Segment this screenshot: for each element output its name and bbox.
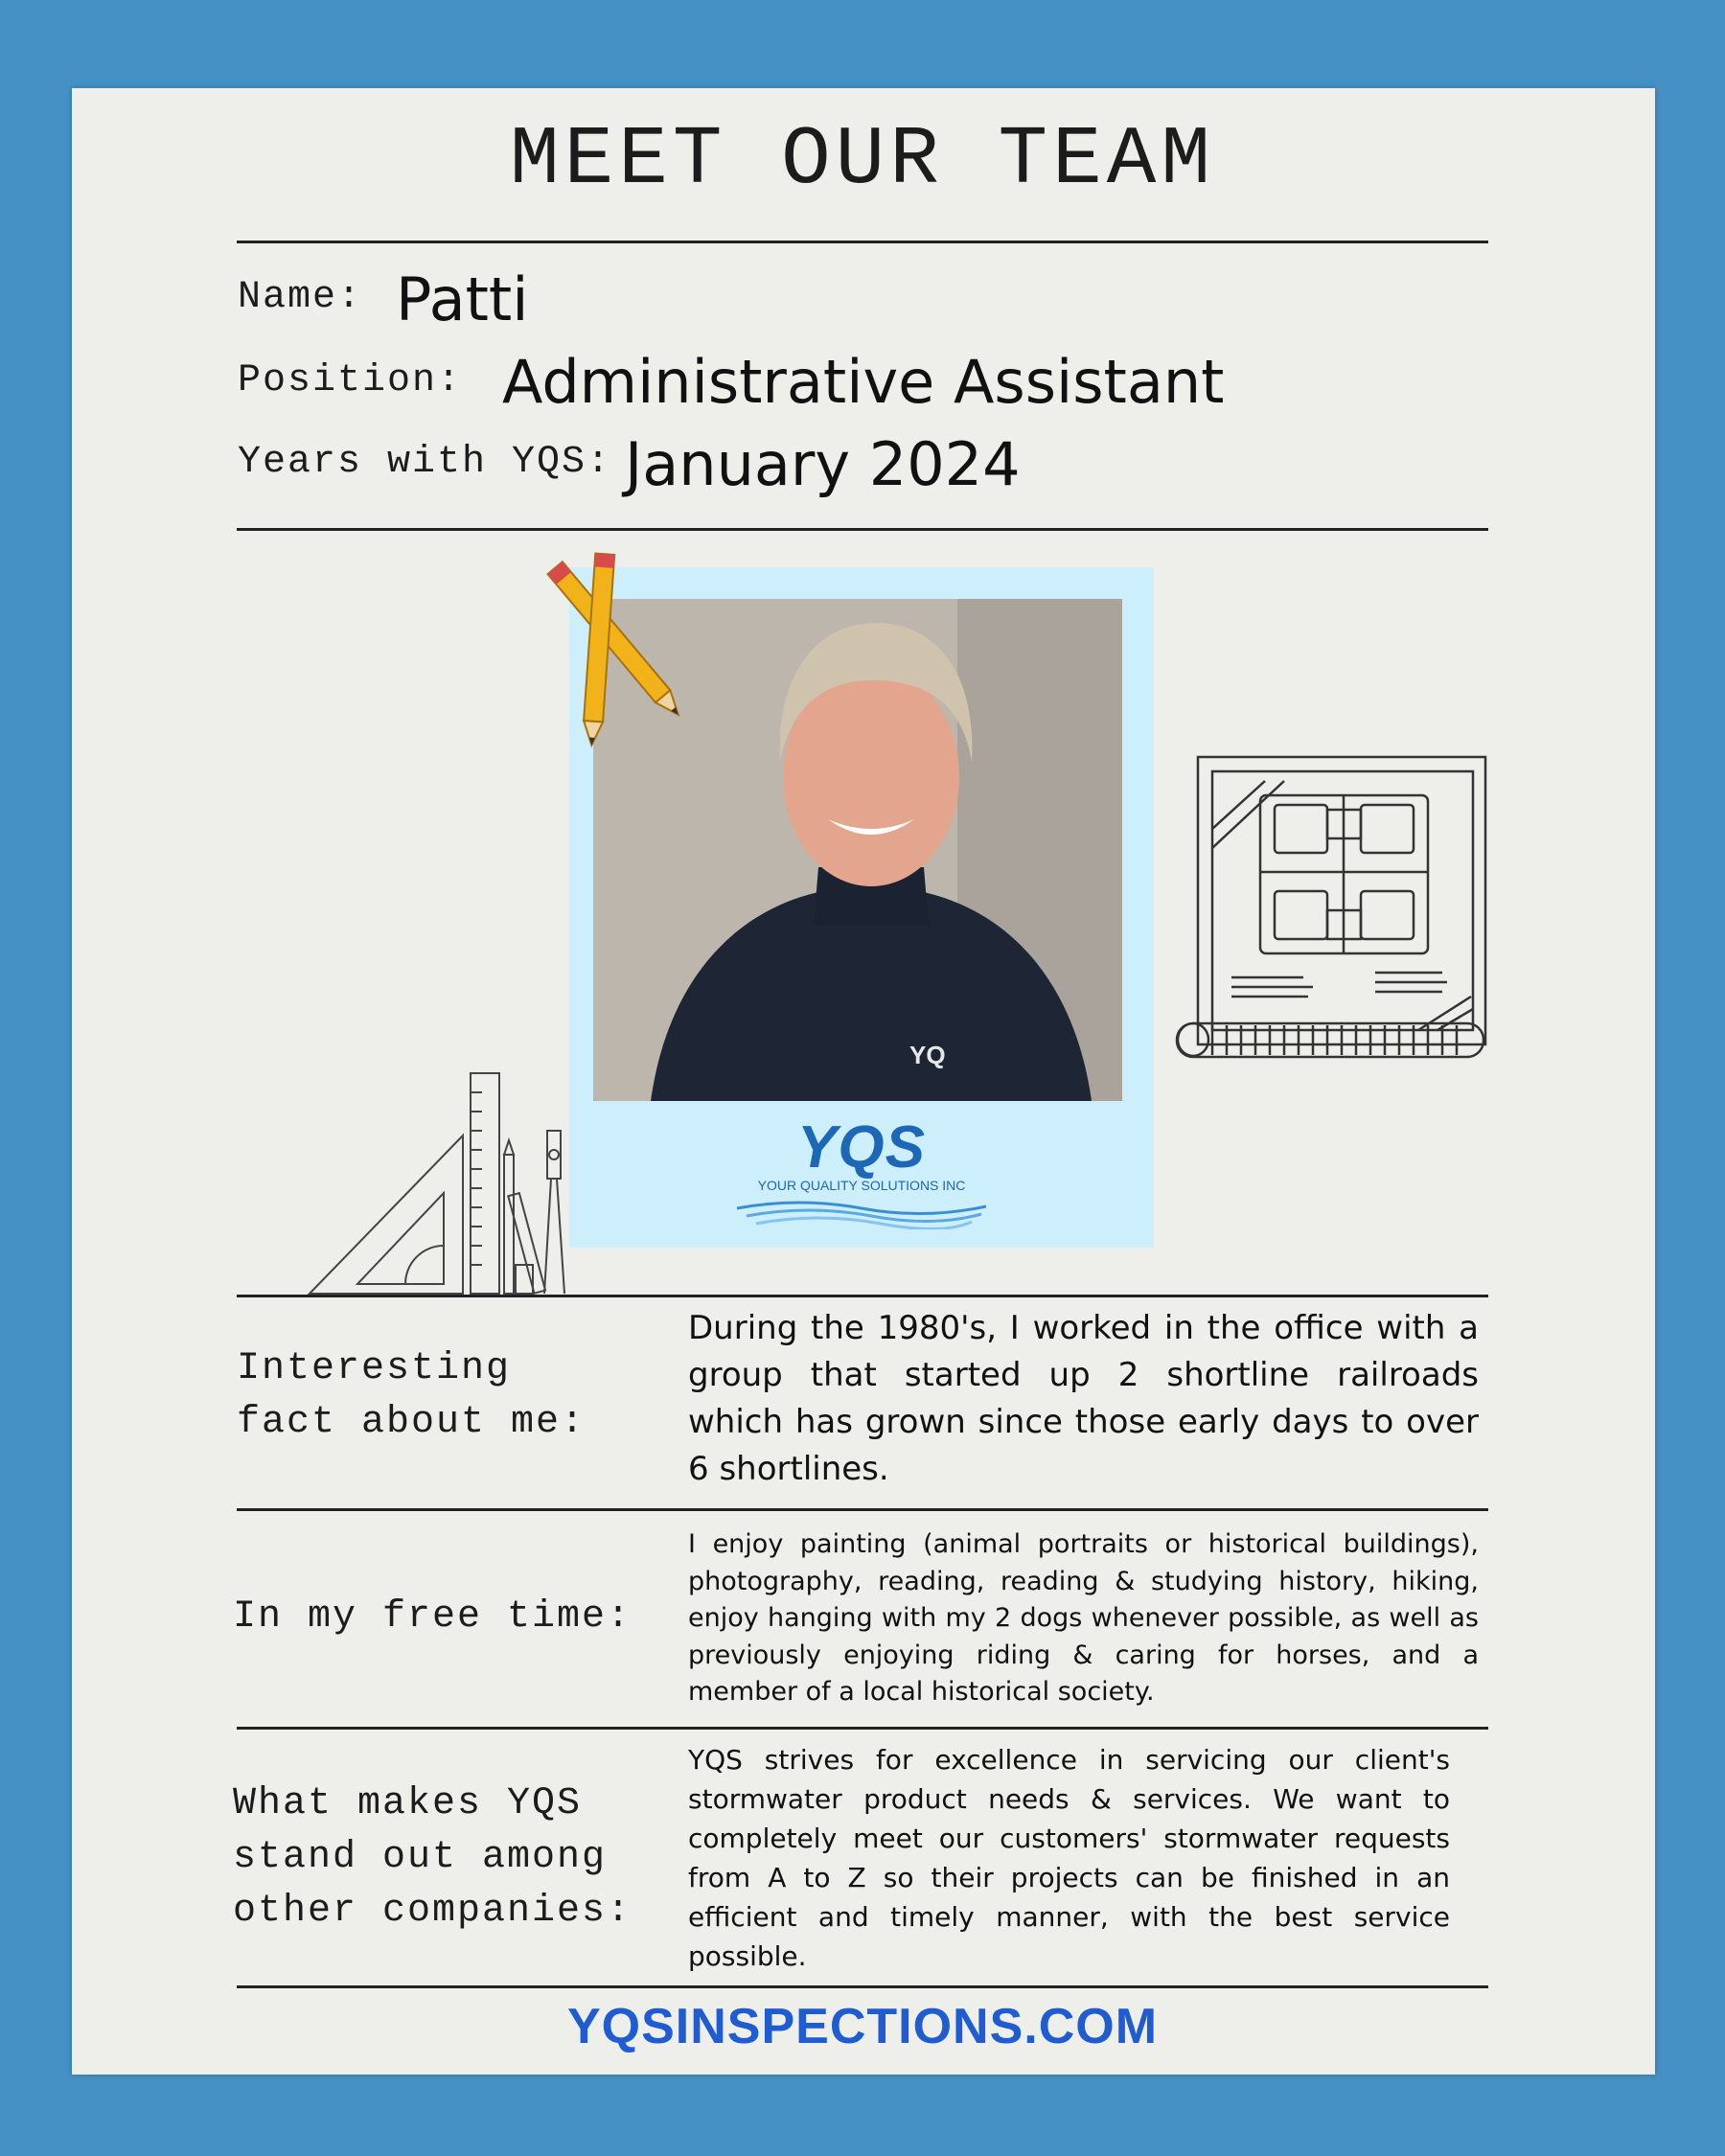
- name-value: Patti: [396, 264, 529, 334]
- position-label: Position:: [238, 359, 463, 402]
- divider: [237, 1985, 1488, 1988]
- interesting-fact-text: During the 1980's, I worked in the office with a group that started up 2 shortline railroads which has grown since those early days to over 6 shortlines.: [688, 1309, 1479, 1488]
- position-value: Administrative Assistant: [502, 347, 1225, 417]
- company-logo: YQS: [797, 1114, 926, 1181]
- yqs-standout-label: What makes YQS stand out among other companies:: [233, 1782, 632, 1933]
- years-value: January 2024: [625, 429, 1021, 499]
- divider: [237, 241, 1488, 243]
- divider: [237, 528, 1488, 531]
- free-time-label: In my free time:: [233, 1595, 632, 1639]
- yqs-standout-text: YQS strives for excellence in servicing our client's stormwater product needs & services. We want to completely meet our customers' stormwater requests from A to Z so their projects can be finished in an efficient and timely manner, with the best service possible.: [688, 1744, 1450, 1972]
- svg-text:YQ: YQ: [909, 1041, 946, 1069]
- years-label: Years with YQS:: [238, 441, 612, 484]
- pencils-icon: [537, 544, 700, 750]
- company-logo-tagline: YOUR QUALITY SOLUTIONS INC: [757, 1178, 966, 1193]
- free-time-text: I enjoy painting (animal portraits or historical buildings), photography, reading, reading & studying history, hiking, enjoy hanging with my 2 dogs whenever possible, as well as previously enjoying riding & caring for horses, and a member of a local historical society.: [688, 1529, 1479, 1707]
- divider: [237, 1295, 1488, 1297]
- divider: [237, 1727, 1488, 1730]
- website-link[interactable]: YQSINSPECTIONS.COM: [566, 1999, 1159, 2054]
- name-label: Name:: [238, 276, 363, 319]
- wave-icon: [732, 1195, 991, 1229]
- blueprint-icon: [1174, 752, 1490, 1078]
- drafting-tools-icon: [300, 1068, 573, 1298]
- divider: [237, 1508, 1488, 1511]
- interesting-fact-label: Interesting fact about me:: [237, 1347, 586, 1444]
- page-title: MEET OUR TEAM: [510, 113, 1215, 207]
